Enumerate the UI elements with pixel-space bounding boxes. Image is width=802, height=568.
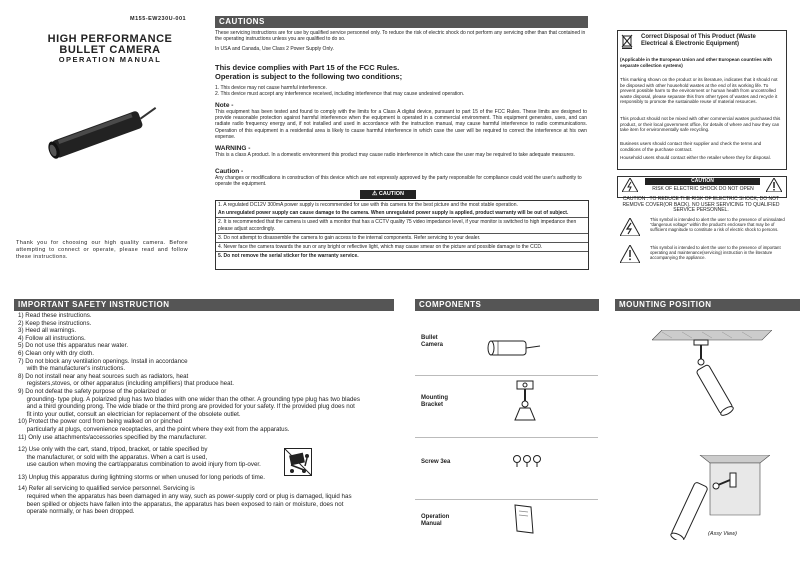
mounting-bracket-component-icon: [510, 380, 540, 422]
safety-item-7: 7) Do not block any ventilation openings. Install in accordance with the manufacturer's instructions.: [18, 357, 188, 373]
safety-item-5: 5) Do not use this apparatus near water.: [18, 342, 129, 350]
warning-text: This is a class A product. In a domestic environment this product may cause radio interference in which case the user may be required to take adequate measures.: [215, 152, 575, 158]
component-label-screw: Screw 3ea: [421, 459, 451, 465]
safety-item-9: 9) Do not defeat the safety purpose of the polarized or grounding- type plug. A polarized plug has two blades with one wider than the other. A grounding type plug has two blades and a third grounding prong. The wide blade or the third prong are provided for your safety. If the provided plug does not fit into your outlet, consult an electrician for replacement of the obsolete outlet.: [18, 387, 360, 418]
weee-applicable: (Applicable in the European Union and other European countries with separate collection systems): [620, 57, 773, 68]
ceiling-mount-illustration: [652, 330, 772, 430]
caution-row-1: 1. A regulated DC12V 300mA power supply is recommended for use with this camera for the best picture and the most stable operation.: [218, 202, 518, 208]
safety-item-2: 2) Keep these instructions.: [18, 319, 92, 327]
weee-p3: Business users should contact their supplier and check the terms and conditions of the purchase contract.: [620, 141, 762, 152]
safety-item-4: 4) Follow all instructions.: [18, 334, 86, 342]
shock-text: CAUTION : TO REDUCE THE RISK OF ELECTRIC SHOCK, DO NOT REMOVE COVER(OR BACK). NO USER SERVICING TO QUALIFIED SERVICE PERSONNEL.: [622, 196, 780, 214]
caution-title: Caution -: [215, 168, 244, 175]
component-row-divider: [415, 499, 598, 500]
screw-icon: [512, 454, 542, 468]
safety-item-12: 12) Use only with the cart, stand, tripod, bracket, or table specified by the manufacturer, or sold with the apparatus. When a cart is used, use caution when moving the cart/apparatus combination to avoid injury from tip-over.: [18, 446, 261, 469]
weee-title: Correct Disposal of This Product (Waste Electrical & Electronic Equipment): [641, 34, 756, 47]
safety-list: [18, 312, 403, 516]
title-line2: BULLET CAMERA: [59, 44, 161, 56]
cart-tipover-icon: [284, 448, 312, 476]
cautions-intro: These servicing instructions are for use by qualified service personnel only. To reduce the risk of electric shock do not perform any servicing other than that contained in the operating instructions unless you are qualified to do so.: [215, 30, 586, 43]
cautions-header: CAUTIONS: [215, 16, 588, 28]
symbol1-text: This symbol is intended to alert the user to the presence of uninsulated "dangerous voltage" within the product's enclosure that may be of sufficient magnitude to constitute a risk of electric shock to persons.: [650, 217, 785, 232]
safety-item-8: 8) Do not install near any heat sources such as radiators, heat registers,stoves, or other apparatus (including amplifiers) that produce heat.: [18, 372, 234, 388]
fcc-condition-1: 1. This device may not cause harmful interference.: [215, 85, 327, 91]
caution-row-1b: An unregulated power supply can cause damage to the camera. When unregulated power supply is applied, product warranty will be out of subject.: [216, 209, 588, 218]
title-line1: HIGH PERFORMANCE: [47, 33, 173, 45]
warning-title: WARNING -: [215, 145, 251, 152]
mounting-header: MOUNTING POSITION: [615, 299, 800, 311]
safety-item-11: 11) Only use attachments/accessories specified by the manufacturer.: [18, 433, 207, 441]
caution-box: [215, 200, 589, 270]
exclamation-symbol-icon: [620, 245, 640, 263]
warning-triangle-icon: ⚠: [372, 191, 378, 197]
caution-row-5: 5. Do not remove the serial sticker for the warranty service.: [218, 253, 359, 260]
bullet-camera-image: [36, 98, 166, 168]
crossed-bin-icon: [621, 33, 633, 49]
assy-view-caption: (Assy View): [708, 531, 737, 537]
caution-box-header: [360, 190, 416, 199]
manual-icon: [513, 503, 535, 535]
caution-row-3: 3. Do not attempt to disassemble the camera to gain access to the internal components. Refer servicing to your dealer.: [216, 234, 588, 243]
component-label-manual: Operation Manual: [421, 514, 450, 527]
caution-text: Any changes or modifications in construction of this device which are not expressly approved by the party responsible for compliance could void the user's authority to operate the equipment.: [215, 175, 582, 188]
fcc-title: This device complies with Part 15 of the FCC Rules. Operation is subject to the following two conditions;: [215, 63, 403, 81]
safety-item-1: 1) Read these instructions.: [18, 312, 92, 319]
note-text: This equipment has been tested and found to comply with the limits for a Class A digital device, pursuant to part 15 of the FCC Rules. These limits are designed to provide reasonable protection against harmful interference when the equipment is operated in a commercial environment. This equipment generates, uses, and can radiate radio frequency energy and, if not installed and used in accordance with the instruction manual, may cause harmful interference to radio communications. Operation of this equipment in a residential area is likely to cause harmful interference in which case the user will be required to correct the interference at his own expense.: [215, 109, 587, 140]
components-header: COMPONENTS: [415, 299, 599, 311]
component-row-divider: [415, 437, 598, 438]
thanks-text: Thank you for choosing our high quality camera. Before attempting to connect or operate, please read and follow these instructions.: [16, 240, 188, 260]
subtitle: OPERATION MANUAL: [58, 55, 162, 64]
fcc-condition-2: 2. This device must accept any interference received, including interference that may cause undesired operation.: [215, 91, 465, 97]
weee-p4: Household users should contact either the retailer where they for disposal.: [620, 155, 771, 160]
shock-risk: RISK OF ELECTRIC SHOCK DO NOT OPEN: [652, 186, 754, 192]
usa-note: In USA and Canada, Use Class 2 Power Supply Only.: [215, 46, 334, 52]
caution-row-2: 2. It is recommended that the camera is used with a monitor that has a CCTV quality 75 video impedance level, if your monitor is switched to high impedance then please adjust accordingly.: [216, 218, 588, 233]
weee-p2: This product should not be mixed with other commercial wastes purchased this product, or their local government office, for details of where and how they can take item for environmentally safe recycling.: [620, 116, 781, 133]
safety-item-13: 13) Unplug this apparatus during lightning storms or when unused for long periods of time.: [18, 473, 265, 481]
wall-mount-illustration: [640, 455, 770, 540]
caution-box-label: CAUTION: [378, 191, 404, 197]
model-number: M155-EW230U-001: [130, 16, 187, 22]
safety-item-14: 14) Refer all servicing to qualified service personnel. Servicing is required when the apparatus has been damaged in any way, such as power-supply cord or plug is damaged, liquid has been spilled or objects have fallen into the apparatus, the apparatus has been exposed to rain or moisture, does not operate normally, or has been dropped.: [18, 485, 352, 516]
safety-item-6: 6) Clean only with dry cloth.: [18, 349, 95, 357]
bullet-camera-component-icon: [486, 336, 542, 360]
safety-item-10: 10) Protect the power cord from being walked on or pinched particularly at plugs, convenience receptacles, and the point where they exit from the apparatus.: [18, 418, 290, 433]
lightning-symbol-icon: [620, 218, 640, 236]
exclamation-triangle-icon: [766, 178, 782, 192]
component-label-camera: Bullet Camera: [421, 335, 444, 348]
symbol2-text: This symbol is intended to alert the user to the presence of important operating and maintenance(servicing) instruction in the literature accompanying the appliance.: [650, 245, 781, 260]
component-label-bracket: Mounting Bracket: [421, 395, 448, 408]
caution-row-4: 4. Never face the camera towards the sun or any bright or reflective light, which may cause smear on the picture and possible damage to the CCD.: [216, 243, 588, 252]
safety-item-3: 3) Heed all warnings.: [18, 327, 77, 335]
shock-caution-label: CAUTION: [645, 178, 760, 185]
component-row-divider: [415, 375, 598, 376]
lightning-triangle-icon: [622, 178, 638, 192]
safety-header: IMPORTANT SAFETY INSTRUCTION: [14, 299, 394, 311]
note-title: Note -: [215, 102, 234, 109]
weee-p1: This marking shown on the product or its literature, indicates that it should not be disposed with other household wastes at the end of its working life. To prevent possible harm to the environment or human health from uncontrolled waste disposal, please separate this from other types of wastes and recycle it responsibly to promote the sustainable reuse of material resources.: [620, 77, 778, 105]
